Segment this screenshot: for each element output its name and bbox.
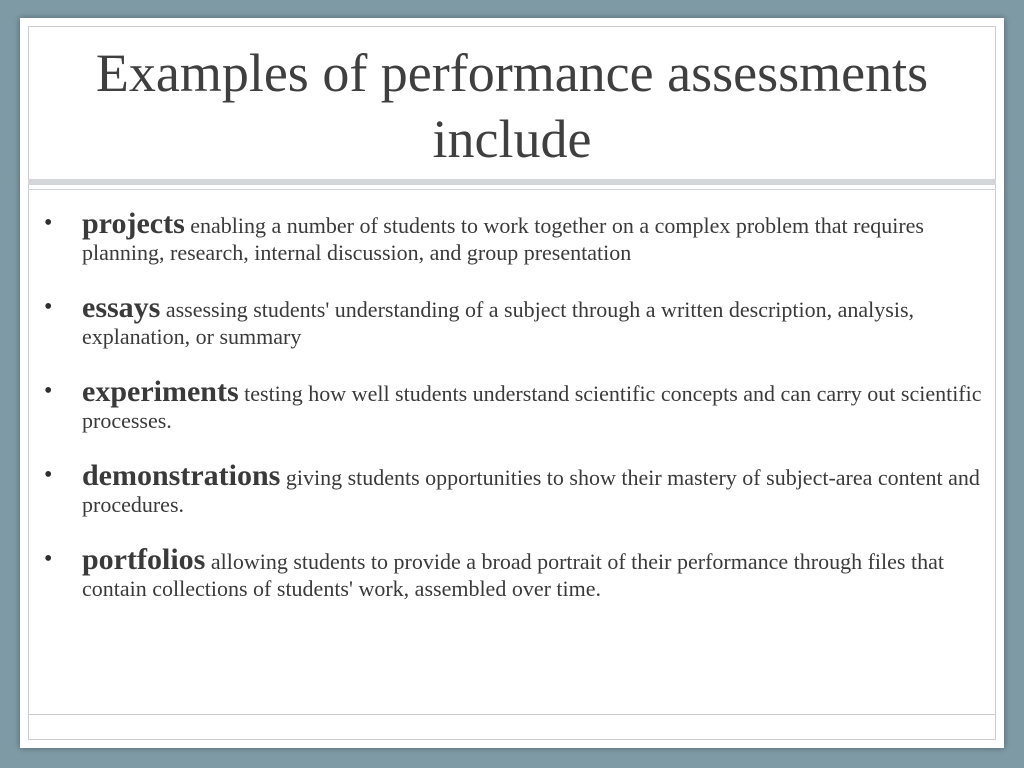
title-divider-line (28, 189, 996, 190)
bullet-term: experiments (82, 375, 239, 408)
bullet-item (40, 291, 1000, 350)
bullet-dot-icon: • (44, 210, 53, 236)
bullet-list (40, 207, 1000, 630)
slide-title: Examples of performance assessments include (95, 43, 929, 169)
footer-divider (28, 714, 996, 715)
bullet-description: allowing students to provide a broad portrait of their performance through files that contain collections of students' work, assembled over time. (82, 549, 944, 601)
bullet-term: essays (82, 291, 161, 324)
bullet-item (40, 375, 1000, 434)
bullet-dot-icon: • (44, 546, 53, 572)
bullet-description: enabling a number of students to work together on a complex problem that requires planning, research, internal discussion, and group presentation (82, 213, 924, 265)
bullet-description: assessing students' understanding of a subject through a written description, analysis, explanation, or summary (82, 297, 915, 349)
bullet-item (40, 459, 1000, 518)
bullet-dot-icon: • (44, 294, 53, 320)
bullet-description: testing how well students understand scientific concepts and can carry out scientific processes. (82, 381, 982, 433)
bullet-item (40, 207, 1000, 266)
bullet-term: demonstrations (82, 459, 281, 492)
bullet-dot-icon: • (44, 378, 53, 404)
bullet-term: projects (82, 207, 185, 240)
title-divider (28, 179, 996, 185)
bullet-term: portfolios (82, 543, 206, 576)
bullet-item (40, 543, 1000, 602)
bullet-dot-icon: • (44, 462, 53, 488)
bullet-description: giving students opportunities to show their mastery of subject-area content and procedures. (82, 465, 980, 517)
slide (20, 18, 1004, 748)
